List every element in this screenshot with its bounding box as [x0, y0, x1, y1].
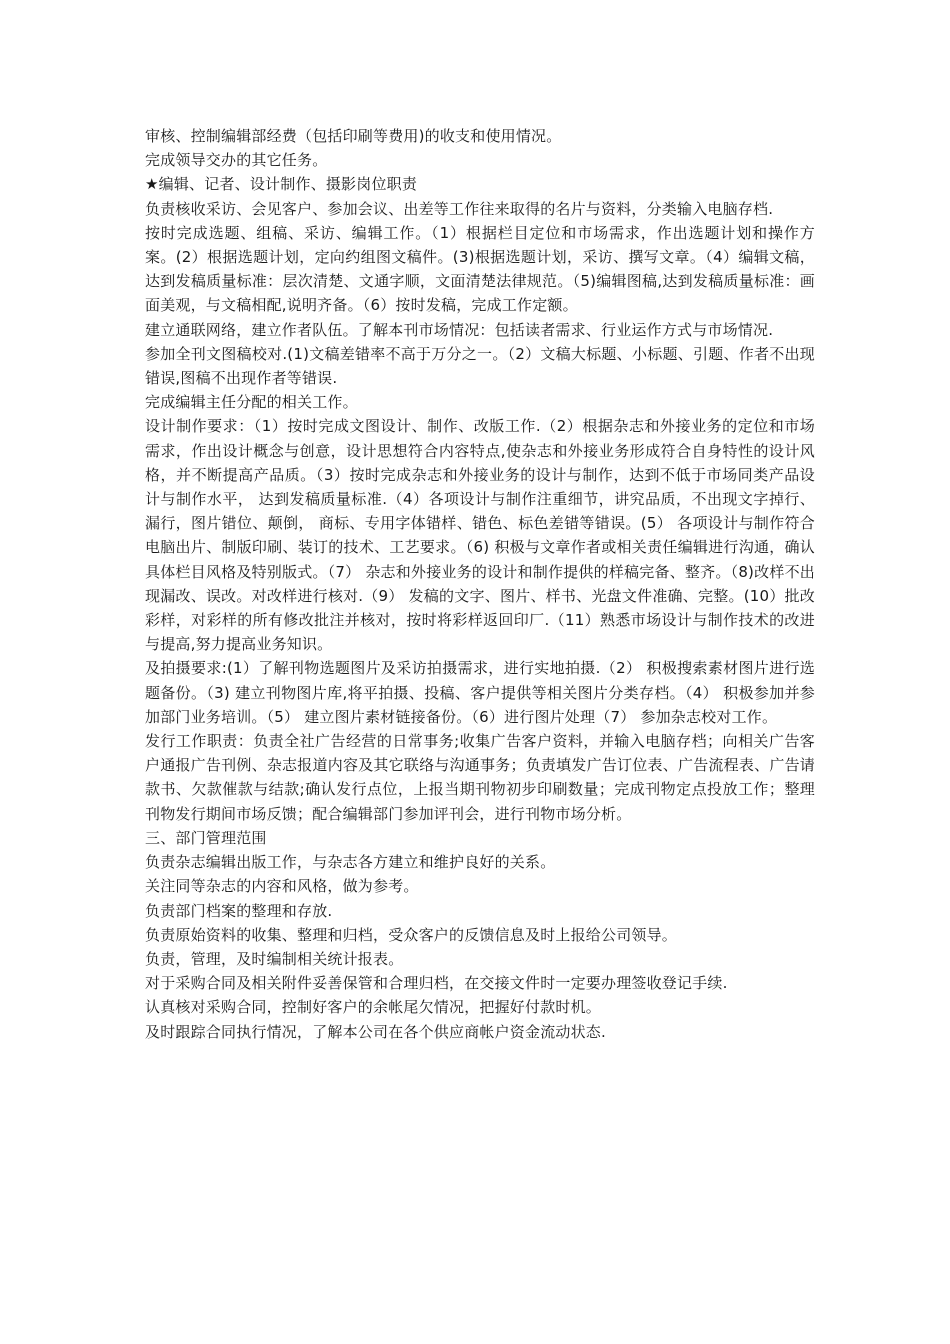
paragraph-photography-requirements: 及拍摄要求:(1）了解刊物选题图片及采访拍摄需求，进行实地拍摄.（2） 积极搜索素材图片进行选题备份。（3) 建立刊物图片库,将平拍摄、投稿、客户提供等相关图片分类存档。（4） 积极参加并参加部门业务培训。（5） 建立图片素材链接备份。（6）进行图片处理（7） 参加杂志校对工作。 [145, 659, 815, 726]
section-heading-editor-duties: ★编辑、记者、设计制作、摄影岗位职责 [145, 175, 418, 194]
paragraph-purchase-contracts: 对于采购合同及相关附件妥善保管和合理归档，在交接文件时一定要办理签收登记手续. [145, 974, 728, 993]
paragraph-proofreading: 参加全刊文图稿校对.(1)文稿差错率不高于万分之一。（2）文稿大标题、小标题、引题、作者不出现错误,图稿不出现作者等错误. [145, 344, 815, 388]
section-heading-department-scope: 三、部门管理范围 [145, 828, 267, 847]
paragraph-budget-control: 审核、控制编辑部经费（包括印刷等费用)的收支和使用情况。 [145, 127, 562, 145]
paragraph-contact-network: 建立通联网络，建立作者队伍。了解本刊市场情况：包括读者需求、行业运作方式与市场情况. [145, 320, 774, 339]
paragraph-distribution-duties: 发行工作职责：负责全社广告经营的日常事务;收集广告客户资料，并输入电脑存档；向相关广告客户通报广告刊例、杂志报道内容及其它联络与沟通事务；负责填发广告订位表、广告流程表、广告请款书、欠款催款与结款;确认发行点位，上报当期刊物初步印刷数量；完成刊物定点投放工作；整理刊物发行期间市场反馈；配合编辑部门参加评刊会，进行刊物市场分析。 [145, 732, 815, 823]
paragraph-peer-magazines: 关注同等杂志的内容和风格，做为参考。 [145, 877, 419, 896]
paragraph-editor-assigned-work: 完成编辑主任分配的相关工作。 [145, 393, 358, 412]
paragraph-statistics-reports: 负责，管理，及时编制相关统计报表。 [145, 949, 404, 968]
paragraph-topic-selection: 按时完成选题、组稿、采访、编辑工作。（1）根据栏目定位和市场需求，作出选题计划和操作方案。(2）根据选题计划，定向约组图文稿件。(3)根据选题计划，采访、撰写文章。（4）编辑文稿，达到发稿质量标准：层次清楚、文通字顺，文面清楚法律规范。（5)编辑图稿,达到发稿质量标准：画面美观，与文稿相配,说明齐备。（6）按时发稿，完成工作定额。 [145, 223, 815, 315]
paragraph-design-requirements: 设计制作要求：（1）按时完成文图设计、制作、改版工作.（2）根据杂志和外接业务的定位和市场需求，作出设计概念与创意，设计思想符合内容特点,使杂志和外接业务形成符合自身特性的设计风格，并不断提高产品质。（3）按时完成杂志和外接业务的设计与制作，达到不低于市场同类产品设计与制作水平， 达到发稿质量标准.（4）各项设计与制作注重细节，讲究品质，不出现文字掉行、漏行，图片错位、颠倒， 商标、专用字体错样、错色、标色差错等错误。(5） 各项设计与制作符合电脑出片、制版印刷、装订的技术、工艺要求。（6) 积极与文章作者或相关责任编辑进行沟通，确认具体栏目风格及特别版式。（7） 杂志和外接业务的设计和制作提供的样稿完备、整齐。（8)改样不出现漏改、误改。对改样进行核对.（9） 发稿的文字、图片、样书、光盘文件准确、完整。(10）批改彩样，对彩样的所有修改批注并核对，按时将彩样返回印厂.（11）熟悉市场设计与制作技术的改进与提高,努力提高业务知识。 [145, 417, 815, 654]
paragraph-track-contracts: 及时跟踪合同执行情况，了解本公司在各个供应商帐户资金流动状态. [145, 1022, 606, 1041]
paragraph-leader-tasks: 完成领导交办的其它任务。 [145, 151, 328, 170]
paragraph-business-cards: 负责核收采访、会见客户、参加会议、出差等工作往来取得的名片与资料，分类输入电脑存档. [145, 199, 774, 218]
paragraph-raw-materials: 负责原始资料的收集、整理和归档，受众客户的反馈信息及时上报给公司领导。 [145, 925, 678, 944]
document-body [145, 124, 815, 1044]
paragraph-verify-contracts: 认真核对采购合同，控制好客户的余帐尾欠情况，把握好付款时机。 [145, 998, 602, 1017]
paragraph-magazine-publishing: 负责杂志编辑出版工作，与杂志各方建立和维护良好的关系。 [145, 853, 556, 872]
paragraph-archives: 负责部门档案的整理和存放. [145, 901, 333, 920]
